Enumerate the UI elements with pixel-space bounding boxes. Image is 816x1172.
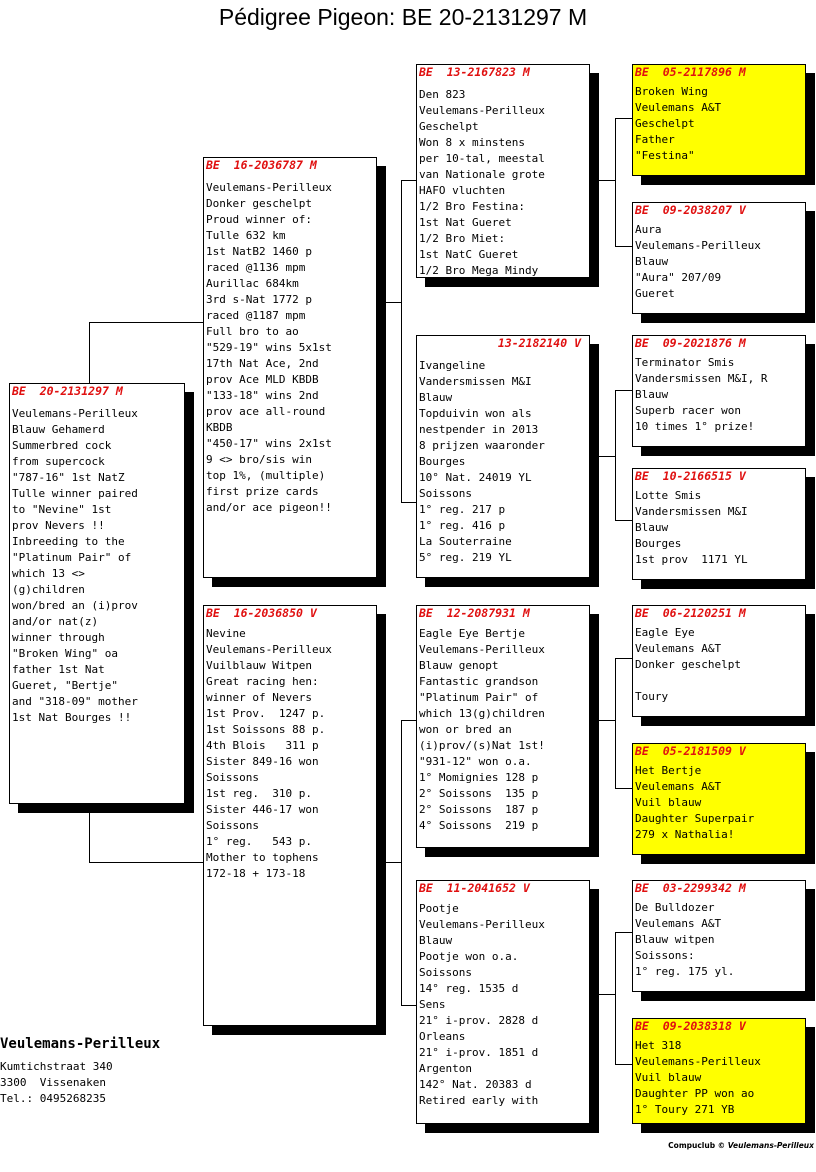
detail-line: Veulemans-Perilleux <box>419 104 545 117</box>
ring-number: BE 03-2299342 M <box>635 881 746 895</box>
detail-line: 4th Blois 311 p <box>206 739 319 752</box>
ring-number: BE 05-2181509 V <box>635 744 746 758</box>
detail-line: 1° reg. 416 p <box>419 519 506 532</box>
detail-line: "450-17" wins 2x1st <box>206 437 332 450</box>
detail-line: Orleans <box>419 1030 466 1043</box>
detail-line: 5° reg. 219 YL <box>419 551 512 564</box>
page-title: Pédigree Pigeon: BE 20-2131297 M <box>218 4 588 30</box>
detail-line: Blauw <box>419 934 453 947</box>
detail-line: Soissons <box>206 819 259 832</box>
pigeon-details <box>633 488 805 568</box>
detail-line: Vandersmissen M&I <box>635 505 748 518</box>
detail-line: "931-12" won o.a. <box>419 755 532 768</box>
detail-line: first prize cards <box>206 485 319 498</box>
detail-line: Inbreeding to the <box>12 535 125 548</box>
detail-line: 10 times 1° prize! <box>635 420 755 433</box>
maternal-grandsire-card[interactable] <box>416 605 590 848</box>
detail-line: "Aura" 207/09 <box>635 271 722 284</box>
pigeon-details <box>417 626 589 834</box>
detail-line: 1/2 Bro Miet: <box>419 232 506 245</box>
ring-number: BE 09-2038318 V <box>635 1019 746 1033</box>
detail-line: 1st NatC Gueret <box>419 248 519 261</box>
ring-number: BE 09-2021876 M <box>635 336 746 350</box>
detail-line: Won 8 x minstens <box>419 136 525 149</box>
detail-line: prov ace all-round <box>206 405 326 418</box>
detail-line: De Bulldozer <box>635 901 715 914</box>
detail-line: Soissons <box>419 487 472 500</box>
detail-line: 1° Momignies 128 p <box>419 771 539 784</box>
detail-line: Veulemans A&T <box>635 780 722 793</box>
connector-line <box>615 118 632 119</box>
detail-line: Blauw witpen <box>635 933 715 946</box>
detail-line: Veulemans-Perilleux <box>635 239 761 252</box>
detail-line: Lotte Smis <box>635 489 702 502</box>
connector-line <box>615 246 632 247</box>
detail-line: 1st reg. 310 p. <box>206 787 312 800</box>
detail-line: 14° reg. 1535 d <box>419 982 519 995</box>
detail-line: Aurillac 684km <box>206 277 299 290</box>
detail-line: 21° i-prov. 1851 d <box>419 1046 539 1059</box>
detail-line: Blauw <box>635 521 669 534</box>
pigeon-details <box>633 222 805 302</box>
detail-line: Summerbred cock <box>12 439 112 452</box>
connector-line <box>401 720 417 721</box>
detail-line: won or bred an <box>419 723 512 736</box>
connector-line <box>615 390 616 520</box>
detail-line: 1st Soissons 88 p. <box>206 723 326 736</box>
detail-line: 1° Toury 271 YB <box>635 1103 735 1116</box>
connector-line <box>89 862 204 863</box>
ring-number: BE 20-2131297 M <box>12 384 123 398</box>
footer-author: Veulemans-Perilleux <box>727 1141 814 1150</box>
ggp-card-5[interactable] <box>632 605 806 717</box>
connector-line <box>590 180 615 181</box>
pigeon-details <box>633 84 805 164</box>
connector-line <box>615 788 632 789</box>
detail-line: Vandersmissen M&I, R <box>635 372 768 385</box>
connector-line <box>590 720 615 721</box>
detail-line: Daughter Superpair <box>635 812 755 825</box>
detail-line: Veulemans A&T <box>635 101 722 114</box>
detail-line: Toury <box>635 690 669 703</box>
ring-number: BE 06-2120251 M <box>635 606 746 620</box>
connector-line <box>590 994 615 995</box>
detail-line: Sister 849-16 won <box>206 755 319 768</box>
detail-line: Donker geschelpt <box>635 658 741 671</box>
detail-line: Blauw <box>419 391 453 404</box>
detail-line: 1° reg. 175 yl. <box>635 965 735 978</box>
detail-line: Veulemans-Perilleux <box>206 643 332 656</box>
connector-line <box>590 456 615 457</box>
detail-line: Pootje won o.a. <box>419 950 519 963</box>
ggp-card-4[interactable] <box>632 468 806 580</box>
pigeon-details <box>633 1038 805 1118</box>
connector-line <box>401 502 417 503</box>
ring-number: BE 09-2038207 V <box>635 203 746 217</box>
detail-line: "Platinum Pair" of <box>419 691 539 704</box>
detail-line: Bourges <box>635 537 682 550</box>
footer-credit <box>668 1141 814 1150</box>
detail-line: Sens <box>419 998 446 1011</box>
detail-line: "Platinum Pair" of <box>12 551 132 564</box>
detail-line: 1st NatB2 1460 p <box>206 245 312 258</box>
detail-line: 8 prijzen waaronder <box>419 439 545 452</box>
connector-line <box>615 1064 632 1065</box>
detail-line: which 13(g)children <box>419 707 545 720</box>
detail-line: Retired early with <box>419 1094 539 1107</box>
detail-line: Father <box>635 133 675 146</box>
detail-line: Tulle winner paired <box>12 487 138 500</box>
detail-line: 2° Soissons 187 p <box>419 803 539 816</box>
detail-line: Vuilblauw Witpen <box>206 659 312 672</box>
paternal-granddam-card[interactable] <box>416 335 590 578</box>
connector-line <box>401 180 417 181</box>
detail-line: 1/2 Bro Mega Mindy <box>419 264 539 277</box>
detail-line: Soissons <box>419 966 472 979</box>
detail-line: 1st Nat Gueret <box>419 216 512 229</box>
detail-line: 1/2 Bro Festina: <box>419 200 525 213</box>
detail-line: Het Bertje <box>635 764 702 777</box>
pigeon-details <box>204 626 376 882</box>
detail-line: 1st prov 1171 YL <box>635 553 748 566</box>
pigeon-details <box>204 180 376 516</box>
detail-line: Superb racer won <box>635 404 741 417</box>
detail-line: Nevine <box>206 627 246 640</box>
detail-line: nestpender in 2013 <box>419 423 539 436</box>
detail-line: "529-19" wins 5x1st <box>206 341 332 354</box>
ggp-card-2[interactable] <box>632 202 806 314</box>
detail-line: from supercock <box>12 455 105 468</box>
detail-line: 3rd s-Nat 1772 p <box>206 293 312 306</box>
detail-line: 1st Prov. 1247 p. <box>206 707 326 720</box>
ring-number: BE 10-2166515 V <box>635 469 746 483</box>
detail-line: won/bred an (i)prov <box>12 599 138 612</box>
ring-number: BE 05-2117896 M <box>635 65 746 79</box>
detail-line: Blauw genopt <box>419 659 499 672</box>
owner-name: Veulemans-Perilleux <box>0 1036 161 1052</box>
detail-line: Donker geschelpt <box>206 197 312 210</box>
ggp-card-6[interactable] <box>632 743 806 855</box>
detail-line: Veulemans A&T <box>635 642 722 655</box>
detail-line: Eagle Eye <box>635 626 695 639</box>
detail-line: and "318-09" mother <box>12 695 138 708</box>
pigeon-details <box>10 406 184 726</box>
detail-line: 21° i-prov. 2828 d <box>419 1014 539 1027</box>
owner-phone: Tel.: 0495268235 <box>0 1092 106 1105</box>
detail-line: 1° reg. 543 p. <box>206 835 312 848</box>
connector-line <box>615 390 632 391</box>
detail-line: 4° Soissons 219 p <box>419 819 539 832</box>
detail-line: 10° Nat. 24019 YL <box>419 471 532 484</box>
connector-line <box>401 180 402 502</box>
detail-line: father 1st Nat <box>12 663 105 676</box>
pigeon-details <box>633 763 805 843</box>
ggp-card-8[interactable] <box>632 1018 806 1124</box>
detail-line: Argenton <box>419 1062 472 1075</box>
detail-line: 1° reg. 217 p <box>419 503 506 516</box>
detail-line: "Broken Wing" oa <box>12 647 118 660</box>
detail-line: Veulemans A&T <box>635 917 722 930</box>
detail-line: KBDB <box>206 421 233 434</box>
detail-line: winner through <box>12 631 105 644</box>
ring-number: BE 16-2036787 M <box>206 158 317 172</box>
detail-line: (g)children <box>12 583 85 596</box>
ring-number: BE 13-2167823 M <box>419 65 530 79</box>
detail-line: Great racing hen: <box>206 675 319 688</box>
detail-line: Geschelpt <box>419 120 479 133</box>
detail-line: 172-18 + 173-18 <box>206 867 306 880</box>
detail-line: "Festina" <box>635 149 695 162</box>
connector-line <box>89 322 204 323</box>
detail-line: Geschelpt <box>635 117 695 130</box>
connector-line <box>615 520 632 521</box>
subject-pigeon-card[interactable] <box>9 383 185 804</box>
dam-card[interactable] <box>203 605 377 1026</box>
detail-line: "133-18" wins 2nd <box>206 389 319 402</box>
detail-line: prov Nevers !! <box>12 519 105 532</box>
detail-line: Broken Wing <box>635 85 708 98</box>
detail-line: per 10-tal, meestal <box>419 152 545 165</box>
detail-line: Daughter PP won ao <box>635 1087 755 1100</box>
detail-line: Pootje <box>419 902 459 915</box>
detail-line: 1st Nat Bourges !! <box>12 711 132 724</box>
owner-street: Kumtichstraat 340 <box>0 1060 113 1073</box>
detail-line: prov Ace MLD KBDB <box>206 373 319 386</box>
detail-line: La Souterraine <box>419 535 512 548</box>
detail-line: Veulemans-Perilleux <box>419 918 545 931</box>
detail-line: winner of Nevers <box>206 691 312 704</box>
detail-line: Sister 446-17 won <box>206 803 319 816</box>
detail-line: (i)prov/(s)Nat 1st! <box>419 739 545 752</box>
pigeon-details <box>633 900 805 980</box>
detail-line: Fantastic grandson <box>419 675 539 688</box>
detail-line: which 13 <> <box>12 567 85 580</box>
detail-line: Veulemans-Perilleux <box>419 643 545 656</box>
ring-number: BE 16-2036850 V <box>206 606 317 620</box>
ring-number: BE 11-2041652 V <box>419 881 530 895</box>
connector-line <box>376 862 401 863</box>
detail-line: Het 318 <box>635 1039 682 1052</box>
detail-line: and/or ace pigeon!! <box>206 501 332 514</box>
detail-line: 17th Nat Ace, 2nd <box>206 357 319 370</box>
pigeon-details <box>417 901 589 1109</box>
detail-line: Blauw <box>635 255 669 268</box>
connector-line <box>615 658 632 659</box>
ggp-card-3[interactable] <box>632 335 806 447</box>
connector-line <box>615 118 616 246</box>
detail-line: Veulemans-Perilleux <box>206 181 332 194</box>
pigeon-details <box>633 355 805 435</box>
detail-line: Aura <box>635 223 662 236</box>
ggp-card-7[interactable] <box>632 880 806 992</box>
pigeon-details <box>417 87 589 278</box>
detail-line: raced @1136 mpm <box>206 261 306 274</box>
ring-number: 13-2182140 V <box>497 336 581 350</box>
connector-line <box>401 1005 417 1006</box>
detail-line: and/or nat(z) <box>12 615 99 628</box>
connector-line <box>615 658 616 788</box>
detail-line: Gueret, "Bertje" <box>12 679 118 692</box>
detail-line: 9 <> bro/sis win <box>206 453 312 466</box>
detail-line: Veulemans-Perilleux <box>635 1055 761 1068</box>
connector-line <box>89 804 90 862</box>
pigeon-details <box>633 625 805 705</box>
ggp-card-1[interactable] <box>632 64 806 176</box>
detail-line: to "Nevine" 1st <box>12 503 112 516</box>
connector-line <box>401 720 402 1005</box>
detail-line: Terminator Smis <box>635 356 735 369</box>
detail-line: Soissons <box>206 771 259 784</box>
detail-line: Eagle Eye Bertje <box>419 627 525 640</box>
paternal-grandsire-card[interactable] <box>416 64 590 278</box>
detail-line: Ivangeline <box>419 359 486 372</box>
detail-line: Gueret <box>635 287 675 300</box>
detail-line: Vuil blauw <box>635 1071 702 1084</box>
connector-line <box>615 932 616 1064</box>
detail-line: "787-16" 1st NatZ <box>12 471 125 484</box>
detail-line: Mother to tophens <box>206 851 319 864</box>
detail-line: Blauw Gehamerd <box>12 423 105 436</box>
detail-line: top 1%, (multiple) <box>206 469 326 482</box>
detail-line <box>635 673 803 689</box>
detail-line: HAFO vluchten <box>419 184 506 197</box>
detail-line: van Nationale grote <box>419 168 545 181</box>
maternal-granddam-card[interactable] <box>416 880 590 1124</box>
owner-address <box>0 1035 160 1107</box>
detail-line: Veulemans-Perilleux <box>12 407 138 420</box>
ring-number: BE 12-2087931 M <box>419 606 530 620</box>
detail-line: Blauw <box>635 388 669 401</box>
sire-card[interactable] <box>203 157 377 578</box>
detail-line: raced @1187 mpm <box>206 309 306 322</box>
connector-line <box>615 932 632 933</box>
detail-line: Vandersmissen M&I <box>419 375 532 388</box>
connector-line <box>376 302 401 303</box>
pigeon-details <box>417 358 589 566</box>
detail-line: 142° Nat. 20383 d <box>419 1078 532 1091</box>
footer-prefix: Compuclub © <box>668 1141 728 1150</box>
connector-line <box>89 322 90 384</box>
detail-line: Vuil blauw <box>635 796 702 809</box>
detail-line: Proud winner of: <box>206 213 312 226</box>
detail-line: Soissons: <box>635 949 695 962</box>
owner-city: 3300 Vissenaken <box>0 1076 106 1089</box>
detail-line: Topduivin won als <box>419 407 532 420</box>
detail-line: Full bro to ao <box>206 325 299 338</box>
detail-line: Tulle 632 km <box>206 229 286 242</box>
detail-line: Den 823 <box>419 88 466 101</box>
detail-line: 279 x Nathalia! <box>635 828 735 841</box>
detail-line: 2° Soissons 135 p <box>419 787 539 800</box>
detail-line: Bourges <box>419 455 466 468</box>
